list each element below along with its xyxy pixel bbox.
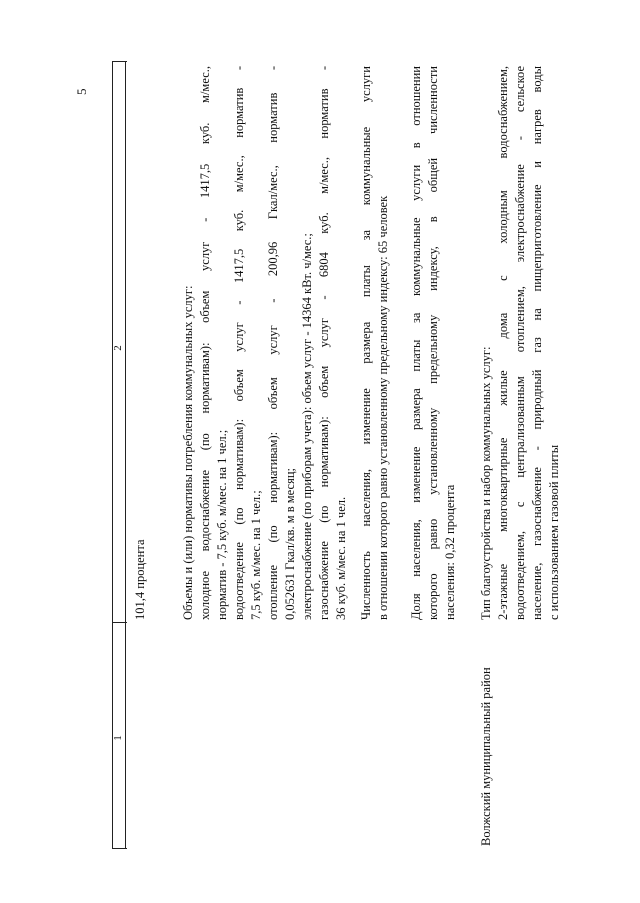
volumes-line: отопление (по нормативам): объем услуг - 200,96 Гкал/мес., норматив - <box>266 66 280 620</box>
population-line: Численность населения, изменение размера платы за коммунальные услуги <box>359 66 373 620</box>
share-line: Доля населения, изменение размера платы за коммунальные услуги в отношении <box>409 66 423 620</box>
volumes-line: 7,5 куб. м/мес. на 1 чел.; <box>249 490 263 620</box>
volumes-line: холодное водоснабжение (по нормативам): объем услуг - 1417,5 куб. м/мес., <box>198 66 212 620</box>
volumes-line: 0,052631 Гкал/кв. м в месяц; <box>283 468 297 620</box>
column-header-1: 1 <box>112 735 124 741</box>
amenities-line: население, газоснабжение - природный газ на пищеприготовление и нагрев воды <box>530 66 544 620</box>
share-cell <box>408 66 459 620</box>
page-number: 5 <box>74 88 89 95</box>
amenities-line: водоотведением, с централизованным отоплением, электроснабжение - сельское <box>513 66 527 620</box>
percent-text: 101,4 процента <box>133 539 147 620</box>
district-name: Волжский муниципальный район <box>479 667 493 846</box>
percent-cell <box>132 66 149 620</box>
volumes-cell <box>180 66 350 620</box>
district-cell <box>478 631 495 846</box>
volumes-line: Объемы и (или) нормативы потребления коммунальных услуг: <box>181 285 195 620</box>
amenities-cell <box>478 66 563 620</box>
amenities-line: с использованием газовой плиты <box>547 444 561 620</box>
header-divider-left <box>112 848 127 849</box>
amenities-line: Тип благоустройства и набор коммунальных услуг: <box>479 346 493 620</box>
amenities-line: 2-этажные многоквартирные жилые дома с холодным водоснабжением, <box>496 66 510 620</box>
share-line: населения: 0,32 процента <box>443 484 457 620</box>
header-bottom-rule <box>125 61 126 849</box>
volumes-line: 36 куб. м/мес. на 1 чел. <box>334 496 348 620</box>
share-line: которого равно установленному предельному индексу, в общей численности <box>426 66 440 620</box>
volumes-line: водоотведение (по нормативам): объем услуг - 1417,5 куб. м/мес., норматив - <box>232 66 246 620</box>
population-cell <box>358 66 392 620</box>
volumes-line: газоснабжение (по нормативам): объем услуг - 6804 куб. м/мес., норматив - <box>317 66 331 620</box>
volumes-line: норматив - 7,5 куб. м/мес. на 1 чел.; <box>215 429 229 620</box>
header-divider-right <box>112 61 127 62</box>
column-header-2: 2 <box>112 345 124 351</box>
header-divider-middle <box>112 622 127 623</box>
population-line: в отношении которого равно установленному предельному индексу: 65 человек <box>376 195 390 620</box>
volumes-line: электроснабжение (по приборам учета): объем услуг - 14364 кВт. ч/мес.; <box>300 233 314 620</box>
